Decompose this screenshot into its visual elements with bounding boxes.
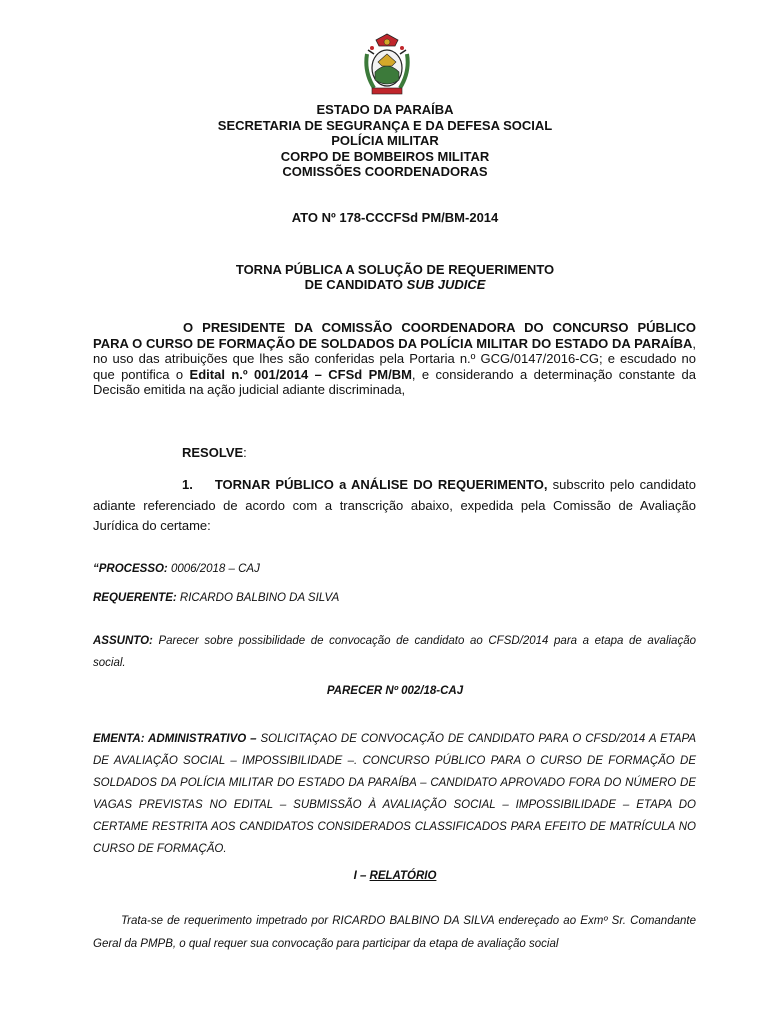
header-commissions: COMISSÕES COORDENADORAS — [282, 164, 488, 179]
assunto-paragraph — [93, 630, 696, 674]
intro-text-1: , no uso das atribuições que lhes são conferidas pela Portaria n.º GCG/0147/2016-CG; e escudado no que pontifica o — [93, 335, 696, 382]
document-header — [0, 102, 770, 180]
header-military-police: POLÍCIA MILITAR — [331, 133, 439, 148]
requerente-line — [93, 592, 339, 604]
assunto-value: Parecer sobre possibilidade de convocação de candidato ao CFSD/2014 para a etapa de avaliação social. — [93, 635, 696, 669]
item-1-number: 1. — [182, 477, 193, 492]
act-subject-line1: TORNA PÚBLICA A SOLUÇÃO DE REQUERIMENTO — [235, 262, 555, 277]
paraiba-coat-of-arms-icon — [362, 32, 412, 98]
act-number: ATO Nº 178-CCCFSd PM/BM-2014 — [291, 210, 499, 225]
intro-paragraph — [93, 320, 696, 398]
relatorio-heading — [0, 870, 770, 882]
relatorio-body — [93, 910, 696, 955]
intro-text-2: , e considerando a determinação constante da Decisão emitida na ação judicial adiante discriminada, — [93, 366, 697, 397]
relatorio-title: RELATÓRIO — [369, 870, 437, 882]
item-1-paragraph — [93, 475, 696, 537]
ementa-paragraph — [93, 728, 696, 860]
intro-edital: Edital n.º 001/2014 – CFSd PM/BM — [189, 366, 412, 382]
header-state: ESTADO DA PARAÍBA — [316, 102, 454, 117]
assunto-label: ASSUNTO: — [93, 635, 153, 647]
requerente-label: REQUERENTE: — [93, 592, 177, 604]
ementa-value: SOLICITAÇAO DE CONVOCAÇÃO DE CANDIDATO PARA O CFSD/2014 A ETAPA DE AVALIAÇÃO SOCIAL – IMPOSSIBILIDADE –. CONCURSO PÚBLICO PARA O CURSO DE FORMAÇÃO DE SOLDADOS DA POLÍCIA MILITAR DO ESTADO DA PARAÍBA – CANDIDATO APROVADO FORA DO NÚMERO DE VAGAS PREVISTAS NO EDITAL – SUBMISSÃO À AVALIAÇÃO SOCIAL – IMPOSSIBILIDADE – ETAPA DO CERTAME RESTRITA AOS CANDIDATOS CONSIDERADOS CLASSIFICADOS PARA EFEITO DE MATRÍCULA NO CURSO DE FORMAÇÃO. — [93, 733, 697, 855]
processo-value: 0006/2018 – CAJ — [167, 563, 260, 575]
act-subject — [0, 262, 770, 292]
resolve-colon: : — [243, 445, 247, 460]
requerente-value: RICARDO BALBINO DA SILVA — [176, 592, 340, 604]
resolve-heading — [182, 445, 247, 460]
processo-label: “PROCESSO: — [93, 563, 168, 575]
act-subject-line2 — [0, 277, 770, 292]
sub-judice-label: SUB JUDICE — [406, 277, 486, 292]
item-1-text: subscrito pelo candidato adiante referenciado de acordo com a transcrição abaixo, expedida pela Comissão de Avaliação Jurídica do certame: — [93, 477, 697, 533]
header-secretariat: SECRETARIA DE SEGURANÇA E DA DEFESA SOCIAL — [217, 117, 553, 133]
relatorio-prefix: I – — [353, 870, 370, 882]
act-subject-line2-text: DE CANDIDATO — [304, 277, 407, 292]
resolve-label: RESOLVE — [182, 445, 244, 460]
intro-president: O PRESIDENTE DA COMISSÃO COORDENADORA DO CONCURSO PÚBLICO PARA O CURSO DE FORMAÇÃO DE SOLDADOS DA POLÍCIA MILITAR DO ESTADO DA PARAÍBA — [93, 320, 696, 351]
header-fire-department: CORPO DE BOMBEIROS MILITAR — [280, 148, 490, 164]
processo-line — [93, 563, 260, 575]
relatorio-body-text: Trata-se de requerimento impetrado por RICARDO BALBINO DA SILVA endereçado ao Exmº Sr. Comandante Geral da PMPB, o qual requer sua convocação para participar da etapa de avaliação social — [93, 915, 696, 950]
parecer-title: PARECER Nº 002/18-CAJ — [326, 685, 464, 697]
item-1-bold: TORNAR PÚBLICO a ANÁLISE DO REQUERIMENTO, — [214, 477, 548, 492]
ementa-label: EMENTA: ADMINISTRATIVO – — [93, 733, 257, 745]
